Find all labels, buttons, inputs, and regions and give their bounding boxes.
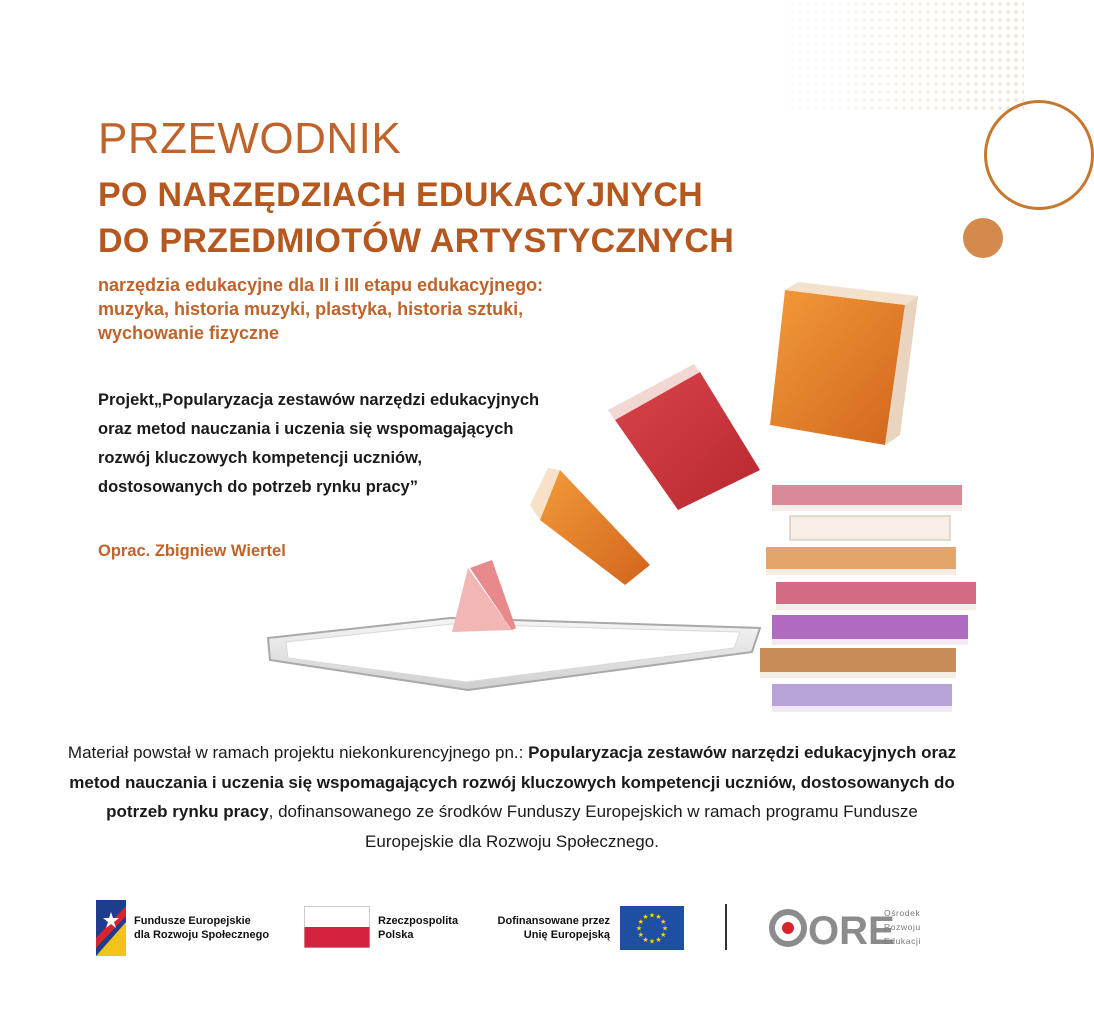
subtitle-line: narzędzia edukacyjne dla II i III etapu edukacyjnego: bbox=[98, 275, 544, 295]
project-line: oraz metod nauczania i uczenia się wspomagających bbox=[98, 420, 514, 438]
title-light: PRZEWODNIK bbox=[98, 114, 402, 163]
polish-flag-icon bbox=[304, 906, 370, 948]
author: Oprac. Zbigniew Wiertel bbox=[98, 542, 286, 560]
title-bold-line: DO PRZEDMIOTÓW ARTYSTYCZNYCH bbox=[98, 222, 735, 260]
ring-decoration bbox=[984, 100, 1094, 210]
fe-logo-line: dla Rozwoju Społecznego bbox=[134, 929, 270, 941]
ore-side-line: Edukacji bbox=[884, 936, 921, 946]
eu-logo-line: Dofinansowane przez bbox=[497, 915, 610, 927]
rp-logo-line: Polska bbox=[378, 929, 414, 941]
ore-side-line: Ośrodek bbox=[884, 908, 921, 918]
eu-star-icon: ★ bbox=[660, 932, 667, 939]
project-line: rozwój kluczowych kompetencji uczniów, bbox=[98, 449, 422, 467]
book-red-icon bbox=[608, 364, 760, 510]
eu-star-icon: ★ bbox=[637, 919, 644, 926]
eu-star-icon: ★ bbox=[655, 914, 662, 922]
dot-pattern-decoration bbox=[764, 0, 1024, 110]
ore-logo-icon bbox=[768, 908, 895, 953]
books-tablet-illustration bbox=[250, 270, 990, 730]
fe-logo-text bbox=[134, 914, 269, 942]
fe-logo-line: Fundusze Europejskie bbox=[134, 915, 251, 927]
eu-star-icon: ★ bbox=[637, 932, 644, 939]
info-bold-text: Popularyzacja zestawów narzędzi edukacyjnych oraz metod nauczania i uczenia się wspomagających rozwój kluczowych kompetencji uczniów, dostosowanych do potrzeb rynku pracy bbox=[69, 743, 957, 821]
eu-logo-text bbox=[470, 914, 610, 942]
ore-logo-mark: ORE bbox=[808, 909, 895, 953]
title-bold bbox=[98, 172, 734, 264]
eu-star-icon: ★ bbox=[660, 919, 667, 926]
eu-star-icon: ★ bbox=[655, 936, 662, 944]
eu-star-icon: ★ bbox=[635, 925, 643, 933]
rp-logo-line: Rzeczpospolita bbox=[378, 915, 459, 927]
logo-divider bbox=[725, 904, 727, 950]
book-orange-top-icon bbox=[770, 282, 918, 445]
orange-dot-decoration bbox=[963, 218, 1003, 258]
eu-logo-line: Unię Europejską bbox=[523, 929, 610, 941]
info-text: , dofinansowanego ze środków Funduszy Europejskich w ramach programu Fundusze Europejskie dla Rozwoju Społecznego. bbox=[268, 802, 918, 851]
project-line: Projekt„Popularyzacja zestawów narzędzi edukacyjnych bbox=[98, 391, 540, 409]
pink-book-pages-icon bbox=[452, 560, 516, 632]
fe-flag-icon bbox=[96, 900, 126, 956]
project-line: dostosowanych do potrzeb rynku pracy” bbox=[98, 478, 418, 496]
rp-logo-text bbox=[378, 914, 458, 942]
eu-flag-icon bbox=[620, 906, 684, 950]
logo-bar bbox=[0, 898, 1024, 962]
eu-star-icon: ★ bbox=[648, 912, 656, 920]
subtitle-line: muzyka, historia muzyki, plastyka, historia sztuki, bbox=[98, 299, 524, 319]
eu-star-icon: ★ bbox=[642, 936, 649, 944]
ore-side-text bbox=[884, 906, 921, 948]
eu-star-icon: ★ bbox=[642, 914, 649, 922]
eu-star-icon: ★ bbox=[661, 925, 669, 933]
book-stack-icon bbox=[760, 485, 976, 712]
title-bold-line: PO NARZĘDZIACH EDUKACYJNYCH bbox=[98, 176, 704, 214]
project-info bbox=[60, 738, 964, 856]
eu-star-icon: ★ bbox=[648, 938, 656, 946]
book-orange-small-icon bbox=[530, 468, 650, 585]
ore-side-line: Rozwoju bbox=[884, 922, 921, 932]
info-text: Materiał powstał w ramach projektu niekonkurencyjnego pn.: bbox=[67, 743, 529, 762]
subtitle-line: wychowanie fizyczne bbox=[98, 323, 280, 343]
